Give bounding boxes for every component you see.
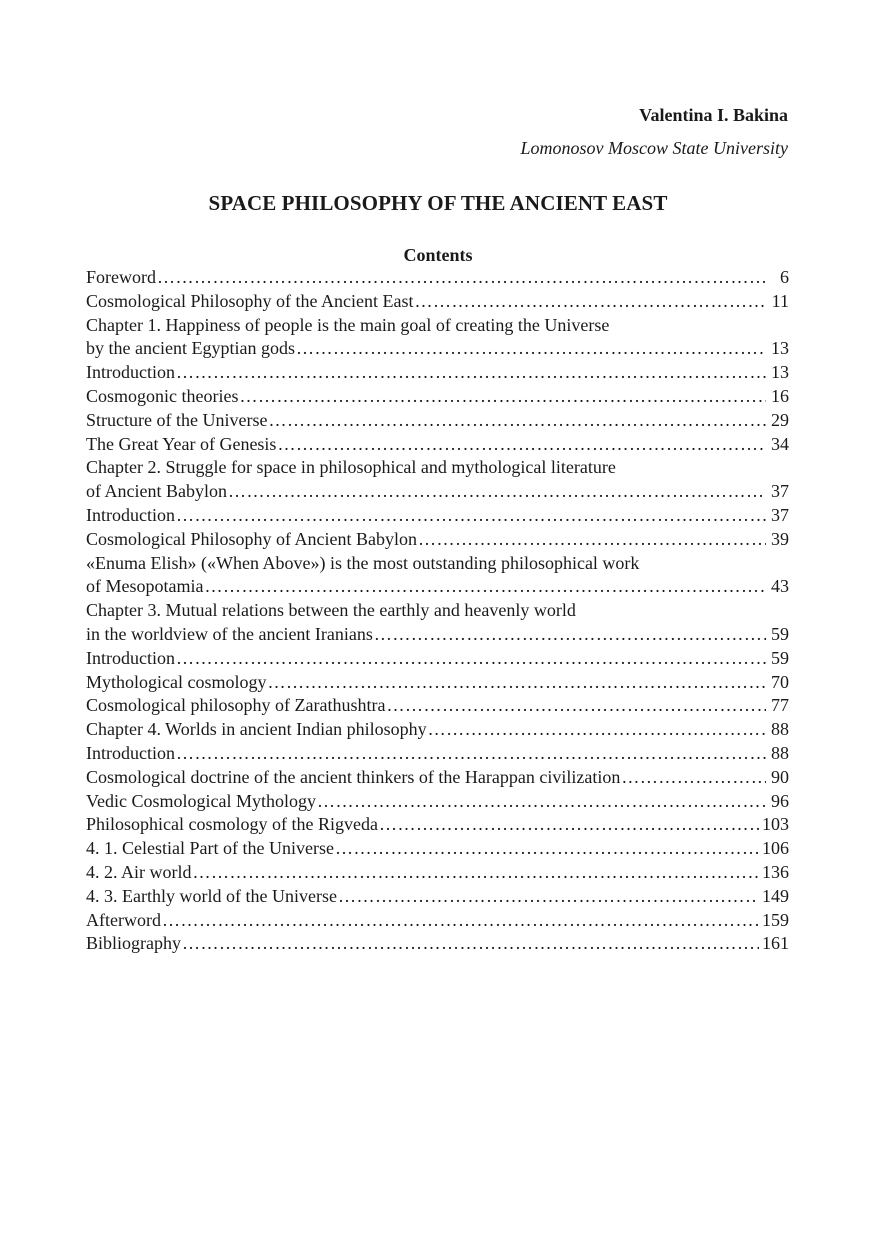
toc-entry[interactable] [86,766,789,790]
toc-entry-title: 4. 1. Celestial Part of the Universe [86,838,334,859]
toc-line [86,599,789,623]
toc-line [86,575,789,599]
table-of-contents [86,266,789,956]
toc-entry-title: The Great Year of Genesis [86,433,277,454]
toc-dot-leader [621,766,766,790]
toc-entry[interactable] [86,290,789,314]
toc-page-number: 34 [771,433,789,454]
toc-line [86,504,789,528]
toc-dot-leader [176,647,766,671]
toc-entry-title: 4. 3. Earthly world of the Universe [86,885,337,906]
toc-entry[interactable] [86,694,789,718]
toc-entry-title: by the ancient Egyptian gods [86,338,295,359]
toc-line [86,361,789,385]
toc-entry[interactable] [86,837,789,861]
toc-entry[interactable] [86,861,789,885]
toc-entry-title: Introduction [86,742,175,763]
toc-entry-title: Bibliography [86,933,181,954]
toc-entry-title: in the worldview of the ancient Iranians [86,623,373,644]
toc-dot-leader [176,361,766,385]
toc-entry-title: Cosmological philosophy of Zarathushtra [86,695,386,716]
toc-dot-leader [296,337,766,361]
toc-entry-title: Introduction [86,362,175,383]
toc-page-number: 136 [762,861,789,882]
toc-page-number: 37 [771,504,789,525]
toc-line [86,314,789,338]
toc-page-number: 29 [771,409,789,430]
toc-line [86,647,789,671]
toc-entry[interactable] [86,361,789,385]
toc-entry-title: Introduction [86,504,175,525]
toc-line [86,409,789,433]
toc-line [86,552,789,576]
toc-entry-title: Chapter 2. Struggle for space in philosophical and mythological literature [86,457,616,478]
toc-line [86,671,789,695]
toc-page-number: 88 [771,719,789,740]
toc-line [86,837,789,861]
toc-line [86,718,789,742]
author-name: Valentina I. Bakina [639,105,788,125]
toc-line [86,742,789,766]
toc-entry-title: «Enuma Elish» («When Above») is the most outstanding philosophical work [86,552,640,573]
toc-line [86,861,789,885]
toc-dot-leader [267,671,766,695]
toc-entry[interactable] [86,409,789,433]
toc-entry-title: 4. 2. Air world [86,861,192,882]
toc-dot-leader [277,433,766,457]
toc-dot-leader [428,718,766,742]
toc-dot-leader [157,266,766,290]
toc-page-number: 59 [771,647,789,668]
toc-line [86,813,789,837]
toc-line [86,909,789,933]
page-title: SPACE PHILOSOPHY OF THE ANCIENT EAST [208,191,668,215]
toc-dot-leader [338,885,759,909]
toc-entry-title: Chapter 3. Mutual relations between the earthly and heavenly world [86,600,576,621]
toc-line [86,385,789,409]
toc-dot-leader [239,385,766,409]
toc-entry-title: Philosophical cosmology of the Rigveda [86,814,378,835]
toc-entry-title: Introduction [86,647,175,668]
toc-page-number: 13 [771,362,789,383]
toc-dot-leader [176,504,766,528]
toc-entry[interactable] [86,932,789,956]
toc-entry[interactable] [86,504,789,528]
toc-entry-title: Cosmogonic theories [86,385,239,406]
toc-dot-leader [182,932,759,956]
toc-page-number: 39 [771,528,789,549]
toc-entry-title: of Mesopotamia [86,576,204,597]
toc-page-number: 88 [771,742,789,763]
toc-page-number: 70 [771,671,789,692]
contents-heading: Contents [403,245,473,265]
toc-line [86,456,789,480]
toc-dot-leader [193,861,760,885]
toc-entry[interactable] [86,671,789,695]
toc-entry-title: Afterword [86,909,161,930]
toc-entry[interactable] [86,909,789,933]
toc-page-number: 161 [762,933,789,954]
toc-entry[interactable] [86,599,789,647]
toc-dot-leader [176,742,766,766]
toc-line [86,790,789,814]
toc-entry[interactable] [86,456,789,504]
author-affiliation: Lomonosov Moscow State University [520,138,788,158]
toc-entry-title: Foreword [86,267,156,287]
toc-page-number: 59 [771,623,789,644]
toc-page-number: 149 [762,885,789,906]
toc-entry[interactable] [86,552,789,600]
toc-dot-leader [418,528,766,552]
toc-line [86,694,789,718]
toc-page-number: 11 [771,290,789,311]
toc-entry-title: Cosmological Philosophy of the Ancient East [86,290,414,311]
toc-entry[interactable] [86,266,789,290]
toc-entry-title: Cosmological Philosophy of Ancient Babylon [86,528,417,549]
toc-page-number: 106 [762,838,789,859]
toc-line [86,885,789,909]
toc-line [86,337,789,361]
toc-entry[interactable] [86,528,789,552]
toc-entry-title: Cosmological doctrine of the ancient thinkers of the Harappan civilization [86,766,621,787]
toc-entry[interactable] [86,885,789,909]
toc-dot-leader [228,480,766,504]
toc-entry[interactable] [86,790,789,814]
toc-entry[interactable] [86,433,789,457]
toc-line [86,266,789,290]
toc-line [86,623,789,647]
toc-page-number: 6 [780,267,789,287]
toc-entry-title: of Ancient Babylon [86,481,227,502]
toc-line [86,290,789,314]
toc-entry[interactable] [86,647,789,671]
toc-entry-title: Structure of the Universe [86,409,268,430]
toc-entry[interactable] [86,813,789,837]
toc-entry[interactable] [86,718,789,742]
toc-dot-leader [317,790,766,814]
toc-dot-leader [379,813,759,837]
toc-page-number: 43 [771,576,789,597]
toc-entry-title: Mythological cosmology [86,671,267,692]
toc-entry[interactable] [86,314,789,362]
toc-entry[interactable] [86,385,789,409]
toc-page-number: 90 [771,766,789,787]
toc-entry-title: Vedic Cosmological Mythology [86,790,316,811]
toc-page-number: 159 [762,909,789,930]
toc-page-number: 37 [771,481,789,502]
toc-page-number: 77 [771,695,789,716]
toc-page-number: 96 [771,790,789,811]
toc-line [86,480,789,504]
toc-page-number: 13 [771,338,789,359]
toc-entry-title: Chapter 1. Happiness of people is the main goal of creating the Universe [86,314,610,335]
toc-entry-title: Chapter 4. Worlds in ancient Indian philosophy [86,719,427,740]
toc-dot-leader [162,909,759,933]
toc-entry[interactable] [86,742,789,766]
toc-dot-leader [268,409,766,433]
toc-dot-leader [204,575,766,599]
toc-page-number: 16 [771,385,789,406]
toc-dot-leader [414,290,766,314]
toc-dot-leader [386,694,766,718]
toc-page-number: 103 [762,814,789,835]
toc-line [86,433,789,457]
toc-line [86,932,789,956]
toc-line [86,528,789,552]
toc-dot-leader [374,623,766,647]
toc-line [86,766,789,790]
toc-dot-leader [335,837,759,861]
